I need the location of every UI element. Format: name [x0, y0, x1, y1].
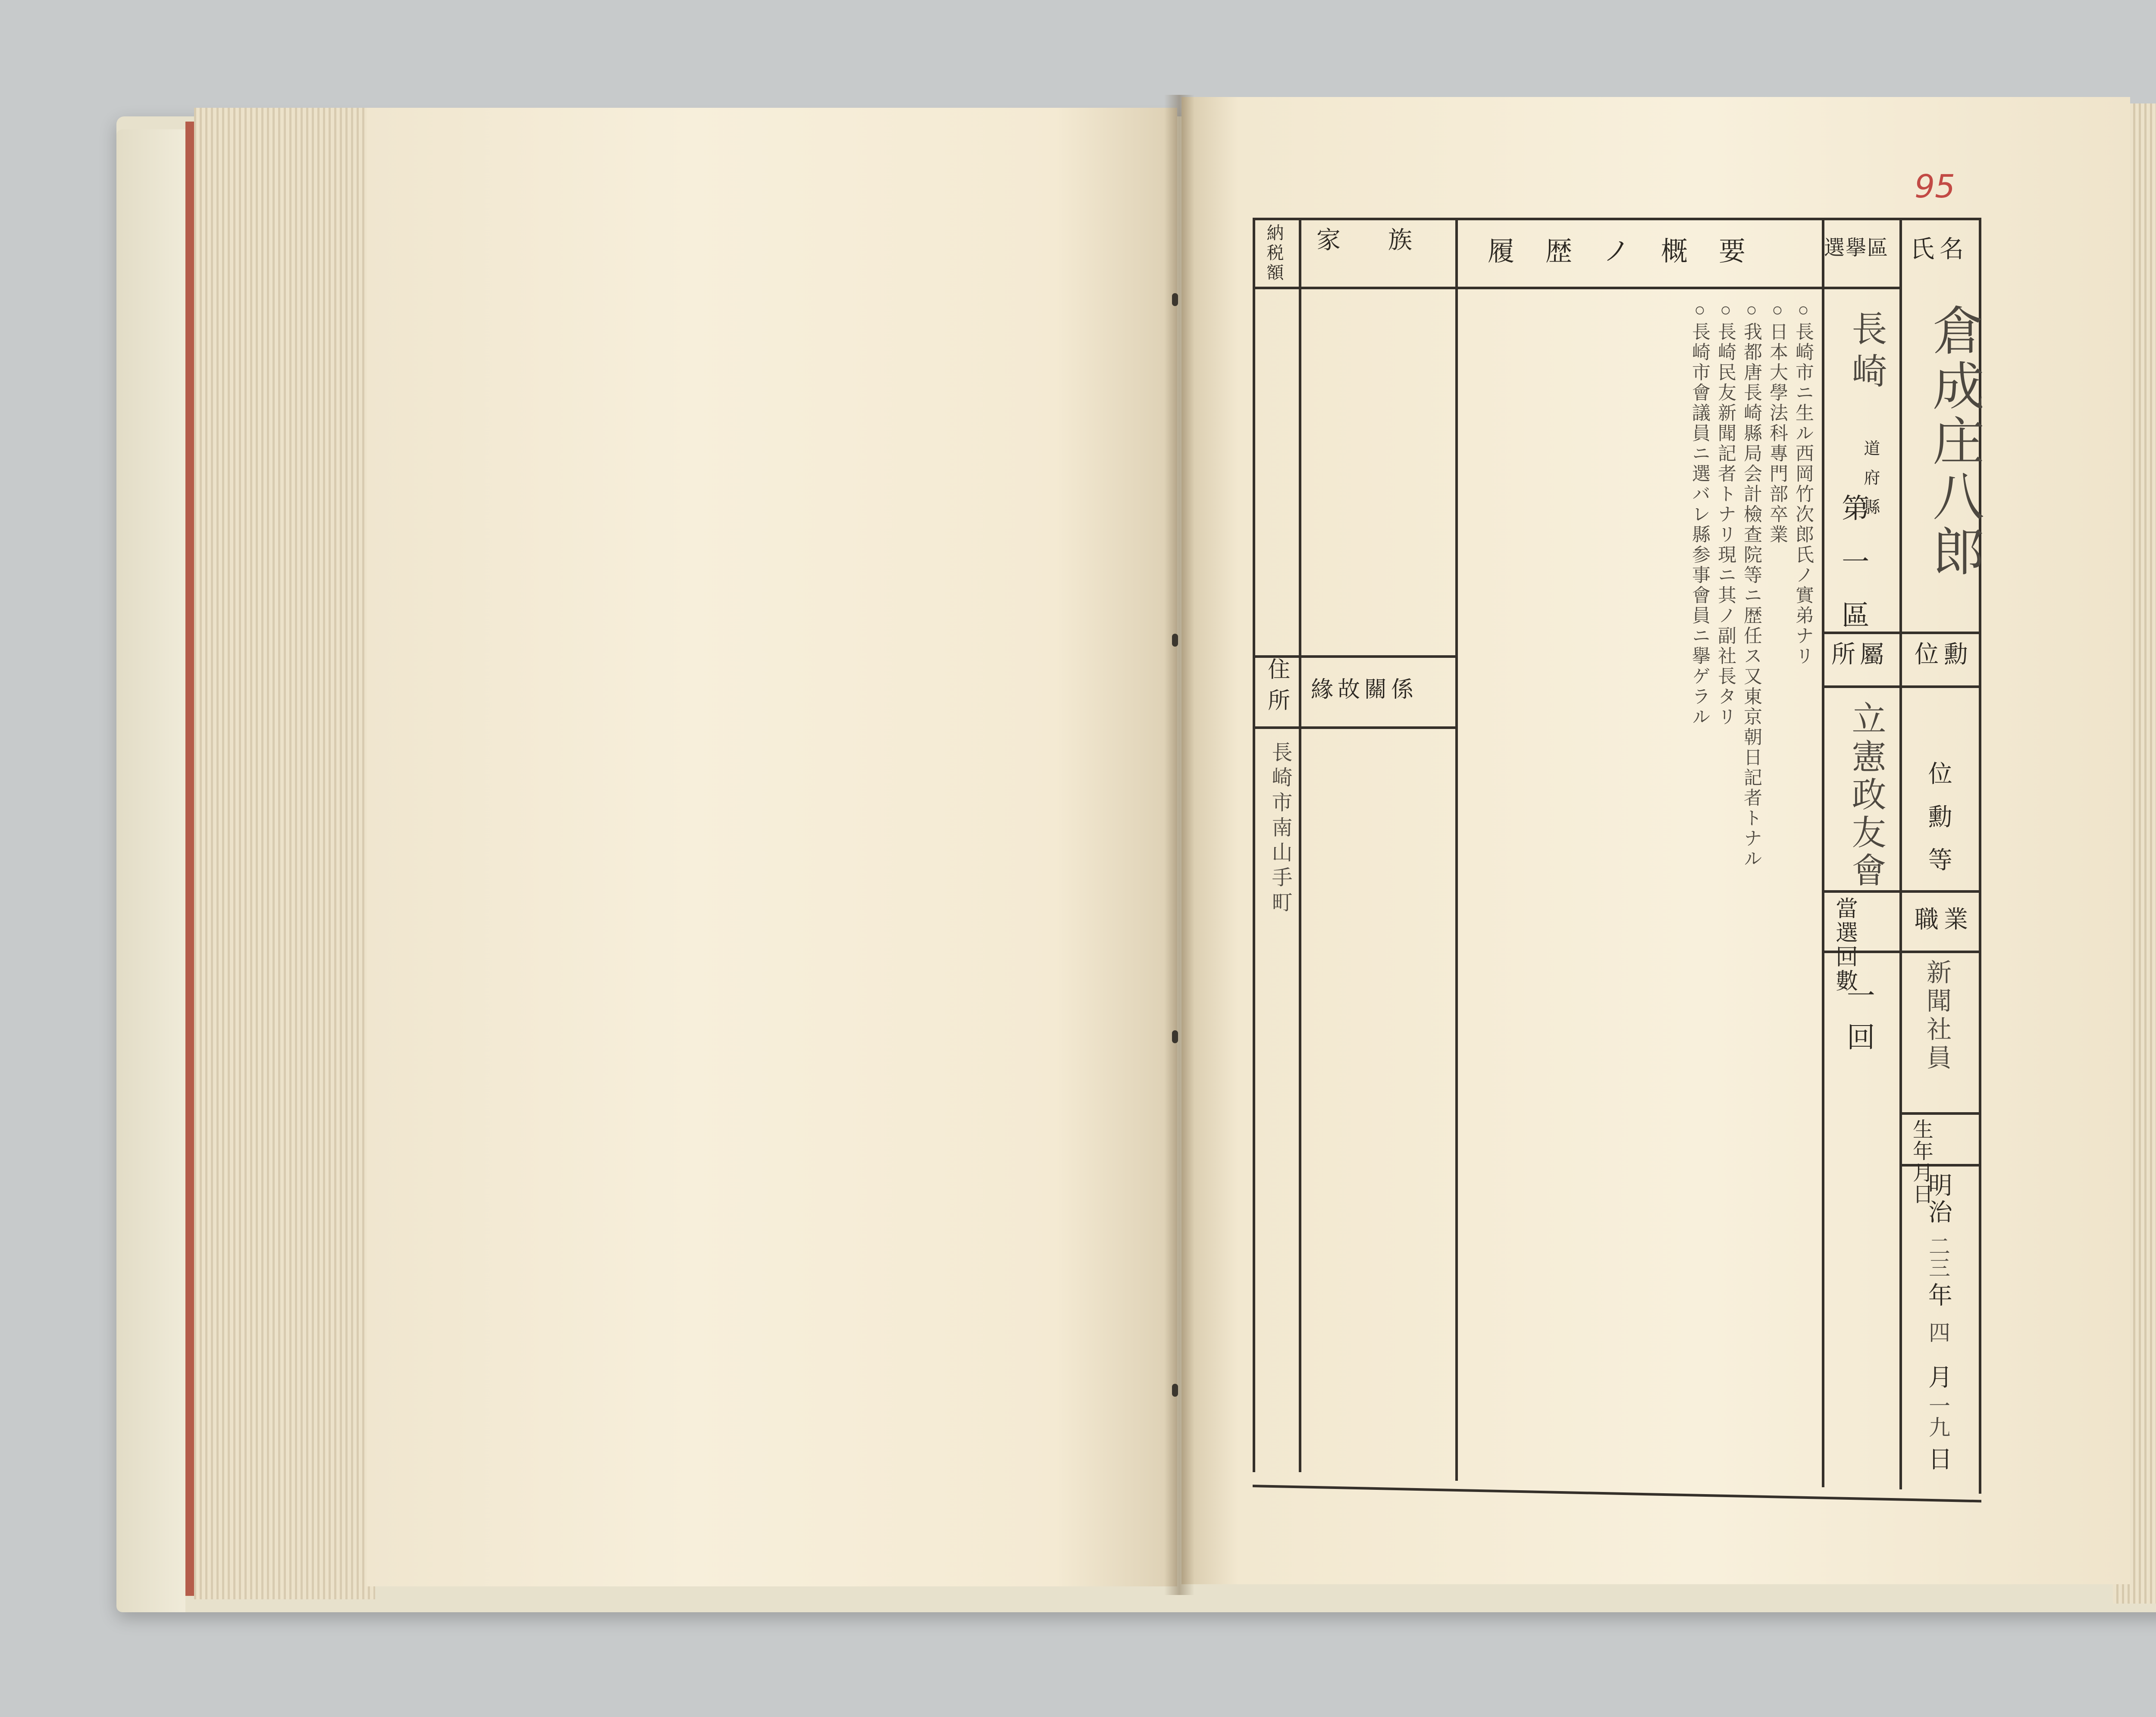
- left-blank-page: [367, 108, 1177, 1586]
- birth-year: 二三: [1925, 1235, 1950, 1278]
- career-line: ○長崎民友新聞記者トナリ現ニ其ノ副社長タリ: [1715, 300, 1736, 727]
- form-rule: [1299, 726, 1455, 729]
- page-number: 95: [1915, 168, 1955, 205]
- form-rule: [1899, 685, 1981, 688]
- cover-edge-left: [116, 129, 185, 1612]
- career-label: 履歴ノ概要: [1488, 235, 1777, 267]
- career-line: ○我都唐長崎縣局会計檢查院等ニ歴任ス又東京朝日記者トナル: [1741, 300, 1762, 869]
- party-value: 立憲政友會: [1846, 701, 1886, 890]
- elected-times-label: 當選回數: [1831, 897, 1858, 993]
- form-border: [1253, 218, 1255, 1472]
- binding-hole: [1172, 1384, 1178, 1397]
- form-rule: [1899, 632, 1981, 634]
- birth-era: 明治: [1924, 1173, 1952, 1226]
- form-rule: [1899, 218, 1902, 1489]
- career-line: ○長崎市ニ生ル西岡竹次郎氏ノ實弟ナリ: [1792, 300, 1814, 666]
- family-label: 家族: [1316, 226, 1460, 254]
- form-border: [1253, 218, 1981, 220]
- constituency-pref-suffix: 道府縣: [1861, 440, 1880, 528]
- name-label: 氏名: [1910, 235, 1969, 263]
- birth-month: 四: [1925, 1321, 1950, 1343]
- form-rule: [1455, 218, 1458, 1481]
- birth-day: 一九: [1925, 1395, 1950, 1438]
- birth-year-unit: 年: [1924, 1282, 1952, 1309]
- form-rule: [1253, 287, 1899, 289]
- form-rule: [1899, 890, 1981, 893]
- birth-label: 生年月日: [1909, 1119, 1934, 1205]
- constituency-district: 第一區: [1837, 494, 1869, 654]
- binding-hole: [1172, 1030, 1178, 1043]
- form-rule: [1899, 1112, 1981, 1115]
- relations-label: 緣故關係: [1311, 677, 1418, 703]
- constituency-pref: 長崎: [1846, 310, 1887, 395]
- form-rule: [1822, 890, 1899, 893]
- rank-row-label: 位勳等: [1924, 761, 1952, 890]
- tax-label: 納税額: [1264, 224, 1284, 283]
- career-line: ○日本大學法科專門部卒業: [1767, 300, 1788, 545]
- career-line: ○長崎市會議員ニ選バレ縣参事會員ニ擧ゲラル: [1689, 300, 1711, 727]
- binding-hole: [1172, 293, 1178, 306]
- binding-hole: [1172, 634, 1178, 647]
- party-label: 所屬: [1831, 641, 1888, 669]
- constituency-label: 選擧區: [1824, 236, 1889, 260]
- address-value: 長崎市南山手町: [1268, 741, 1292, 916]
- left-page-stack: [194, 108, 375, 1599]
- form-rule: [1299, 218, 1301, 1472]
- occupation-label: 職業: [1915, 906, 1973, 934]
- form-rule: [1822, 685, 1899, 688]
- form-rule: [1253, 726, 1299, 729]
- elected-times-value: 一回: [1842, 981, 1875, 1063]
- name-value: 倉成庄八郎: [1924, 304, 1984, 580]
- address-label: 住所: [1263, 657, 1290, 719]
- birth-month-unit: 月: [1924, 1364, 1952, 1391]
- occupation-value: 新聞社員: [1922, 959, 1952, 1073]
- member-record-form: [1253, 218, 1984, 1487]
- rank-label: 位勳: [1915, 641, 1973, 669]
- birth-day-unit: 日: [1924, 1446, 1952, 1473]
- book-gutter: [1164, 95, 1194, 1595]
- form-rule: [1899, 951, 1981, 953]
- form-rule: [1822, 218, 1824, 1487]
